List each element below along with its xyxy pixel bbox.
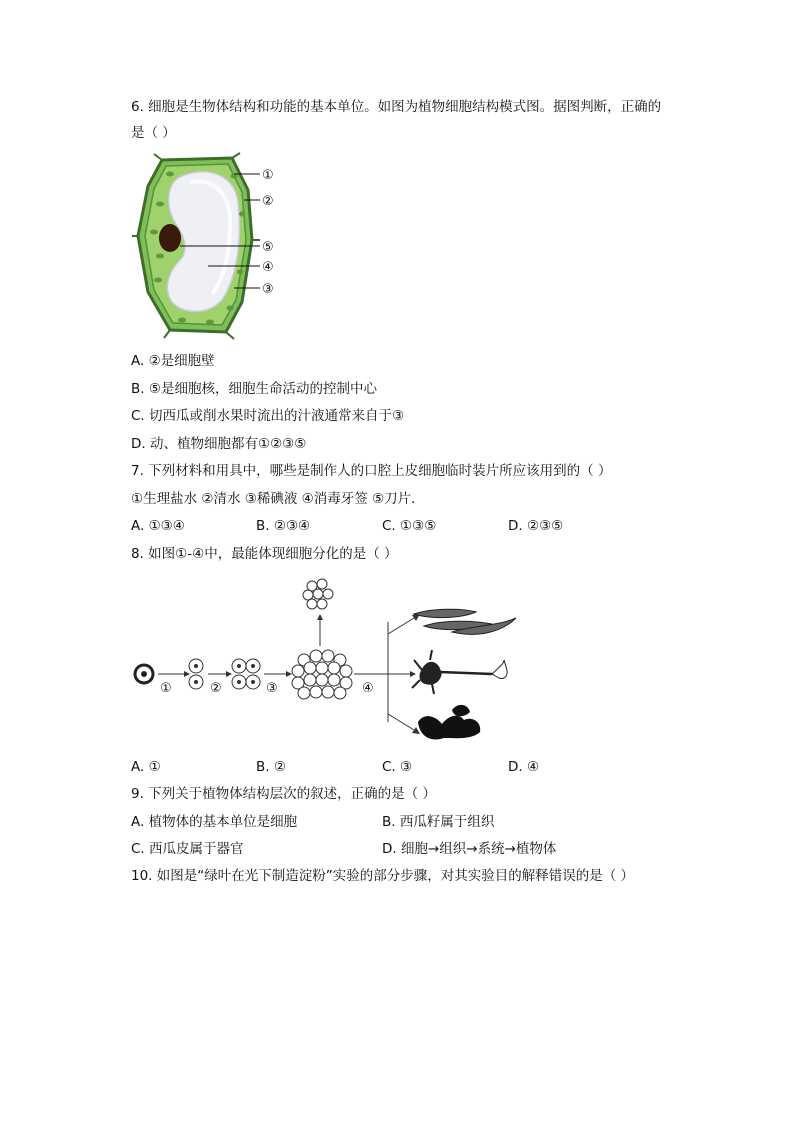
q8-option-d[interactable]: D. ④	[508, 759, 540, 775]
q7-option-c[interactable]: C. ①③⑤	[382, 518, 437, 534]
fig8-label-3: ③	[266, 681, 278, 696]
q9-option-b[interactable]: B. 西瓜籽属于组织	[382, 814, 495, 830]
plant-cell-figure	[130, 152, 300, 342]
single-cell	[135, 665, 153, 683]
cell-differentiation-figure	[132, 572, 532, 747]
four-cells	[232, 659, 260, 689]
cell-mass	[292, 650, 352, 699]
fig8-label-4: ④	[362, 681, 374, 696]
q9-option-c[interactable]: C. 西瓜皮属于器官	[131, 841, 244, 857]
q8-option-b[interactable]: B. ②	[256, 759, 286, 775]
q7-stem-line1: 7. 下列材料和用具中，哪些是制作人的口腔上皮细胞临时装片所应该用到的（ ）	[131, 463, 612, 479]
top-cell-cluster	[303, 579, 333, 609]
q9-stem: 9. 下列关于植物体结构层次的叙述，正确的是（ ）	[131, 786, 436, 802]
fig8-label-2: ②	[210, 681, 222, 696]
q6-option-d[interactable]: D. 动、植物细胞都有①②③⑤	[131, 436, 307, 452]
q9-option-d[interactable]: D. 细胞→组织→系统→植物体	[382, 841, 557, 857]
two-cells	[189, 659, 203, 689]
q6-option-b[interactable]: B. ⑤是细胞核，细胞生命活动的控制中心	[131, 381, 377, 397]
nucleus	[159, 224, 181, 252]
q7-option-a[interactable]: A. ①③④	[131, 518, 185, 534]
q7-stem-line2: ①生理盐水 ②清水 ③稀碘液 ④消毒牙签 ⑤刀片．	[131, 491, 425, 507]
q8-option-c[interactable]: C. ③	[382, 759, 413, 775]
q6-stem-line2: 是（ ）	[131, 125, 176, 141]
fig6-label-3: ③	[262, 282, 274, 297]
q6-option-c[interactable]: C. 切西瓜或削水果时流出的汁液通常来自于③	[131, 408, 405, 424]
q10-stem: 10. 如图是“绿叶在光下制造淀粉”实验的部分步骤，对其实验目的解释错误的是（ ）	[131, 868, 635, 884]
q7-option-b[interactable]: B. ②③④	[256, 518, 311, 534]
fig6-label-2: ②	[262, 194, 274, 209]
q7-option-d[interactable]: D. ②③⑤	[508, 518, 564, 534]
fig6-label-1: ①	[262, 168, 274, 183]
fig8-label-1: ①	[160, 681, 172, 696]
q6-option-a[interactable]: A. ②是细胞壁	[131, 353, 215, 369]
q6-stem-line1: 6. 细胞是生物体结构和功能的基本单位。如图为植物细胞结构模式图。据图判断，正确的	[131, 99, 662, 115]
q9-option-a[interactable]: A. 植物体的基本单位是细胞	[131, 814, 298, 830]
blob-cells	[418, 705, 480, 740]
muscle-cells	[414, 609, 516, 634]
q8-stem: 8. 如图①-④中，最能体现细胞分化的是（ ）	[131, 546, 398, 562]
fig6-label-4: ④	[262, 260, 274, 275]
neuron-cell	[412, 650, 507, 694]
fig6-label-5: ⑤	[262, 240, 274, 255]
q8-option-a[interactable]: A. ①	[131, 759, 161, 775]
